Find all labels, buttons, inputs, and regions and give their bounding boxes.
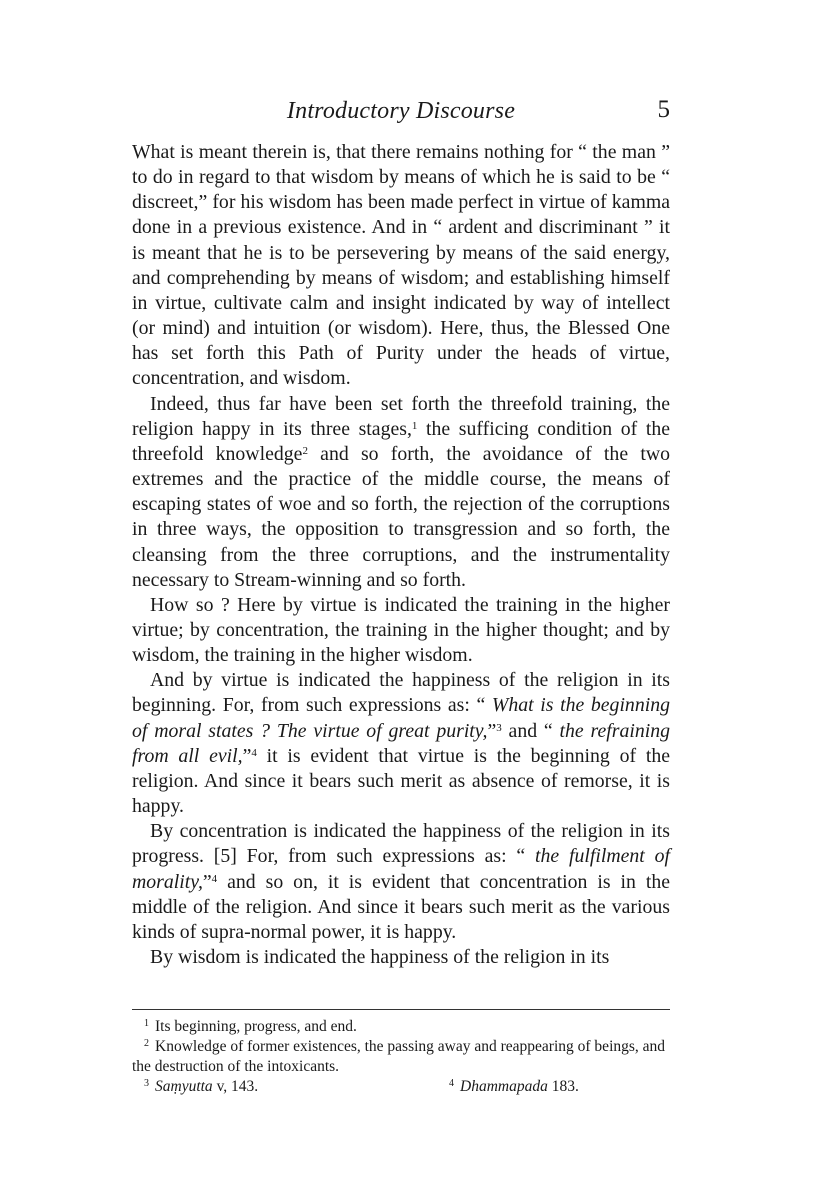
footnote-4-title: Dhammapada [460, 1078, 548, 1095]
quote-refraining-from-evil: the refraining from all evil, [132, 719, 671, 767]
paragraph-3-text: How so ? Here by virtue is indicated the training in the higher virtue; by concentration, the training in the higher thought; and by wisdom, the training in the higher wisdom. [132, 593, 670, 667]
footnote-ref-4b[interactable]: 4 [211, 872, 218, 885]
paragraph-5-text-a: By concentration is indicated the happiness of the religion in its progress. [5] For, from such expressions as: “ [132, 820, 670, 868]
paragraph-4-text-a: And by virtue is indicated the happiness of the religion in its beginning. For, from such expressions as: “ [132, 669, 670, 717]
paragraph-4-text-d: ” [242, 744, 252, 767]
footnote-ref-4[interactable]: 4 [251, 746, 257, 759]
footnote-3-number: 3 [144, 1078, 149, 1089]
page-number: 5 [657, 96, 670, 123]
page-header [132, 94, 670, 130]
footnote-row-3-4 [132, 1077, 670, 1097]
paragraph-2 [132, 392, 670, 593]
footnote-2-text: Knowledge of former existences, the passing away and reappearing of beings, and the destruction of the intoxicants. [132, 1038, 666, 1075]
paragraph-5-text-b: ” [202, 870, 212, 893]
footnote-ref-3[interactable]: 3 [496, 721, 502, 734]
paragraph-2-text-c: and so forth, the avoidance of the two extremes and the practice of the middle course, the means of escaping states of woe and so forth, the rejection of the corruptions in three ways, the opposition to transgression and so forth, the cleansing from the three corruptions, and the instrumentality necessary to Stream-winning and so forth. [132, 442, 670, 591]
paragraph-6-text: By wisdom is indicated the happiness of the religion in its [150, 946, 610, 968]
paragraph-2-text-b: the sufficing condition of the threefold knowledge [132, 417, 670, 465]
footnote-3-ref: v, 143. [212, 1078, 259, 1095]
paragraph-5-text-c: and so on, it is evident that concentration is in the middle of the religion. And since it bears such merit as the various kinds of supra-normal power, it is happy. [132, 870, 670, 943]
footnote-4-ref: 183. [547, 1078, 579, 1095]
footnote-1 [132, 1017, 670, 1037]
paragraph-4 [132, 668, 670, 819]
footnote-1-text: Its beginning, progress, and end. [155, 1018, 357, 1035]
body-text [132, 140, 670, 970]
paragraph-3 [132, 593, 670, 668]
footnote-ref-2[interactable]: 2 [302, 444, 308, 457]
quote-fulfilment-of-morality: the fulfilment of morality, [132, 845, 670, 893]
footnote-4 [449, 1077, 579, 1097]
footnote-2 [132, 1037, 670, 1077]
footnotes [132, 1017, 670, 1097]
paragraph-4-text-e: it is evident that virtue is the beginning of the religion. And since it bears such merit as absence of remorse, it is happy. [132, 744, 670, 818]
footnote-divider [132, 1009, 670, 1010]
paragraph-6 [132, 945, 670, 970]
footnote-3-title: Saṃyutta [155, 1078, 213, 1095]
footnote-1-number: 1 [144, 1018, 149, 1029]
paragraph-4-text-c: and “ [501, 719, 560, 742]
footnote-ref-1[interactable]: 1 [411, 419, 418, 432]
footnote-2-number: 2 [144, 1038, 149, 1049]
footnote-3 [144, 1077, 449, 1097]
paragraph-4-text-b: ” [487, 719, 497, 742]
paragraph-1 [132, 140, 670, 392]
paragraph-2-text-a: Indeed, thus far have been set forth the threefold training, the religion happy in its three stages, [132, 392, 670, 440]
paragraph-5 [132, 819, 670, 945]
quote-beginning-of-moral-states: What is the beginning of moral states ? The virtue of great purity, [132, 694, 670, 742]
paragraph-1-text: What is meant therein is, that there remains nothing for “ the man ” to do in regard to that wisdom by means of which he is said to be “ discreet,” for his wisdom has been made perfect in virtue of kamma done in a previous existence. And in “ ardent and discriminant ” it is meant that he is to be persevering by means of the said energy, and comprehending by means of wisdom; and establishing himself in virtue, cultivate calm and insight indicated by way of intellect (or mind) and intuition (or wisdom). Here, thus, the Blessed One has set forth this Path of Purity under the heads of virtue, concentration, and wisdom. [132, 141, 670, 390]
footnote-4-number: 4 [449, 1078, 454, 1089]
running-title: Introductory Discourse [286, 98, 516, 124]
